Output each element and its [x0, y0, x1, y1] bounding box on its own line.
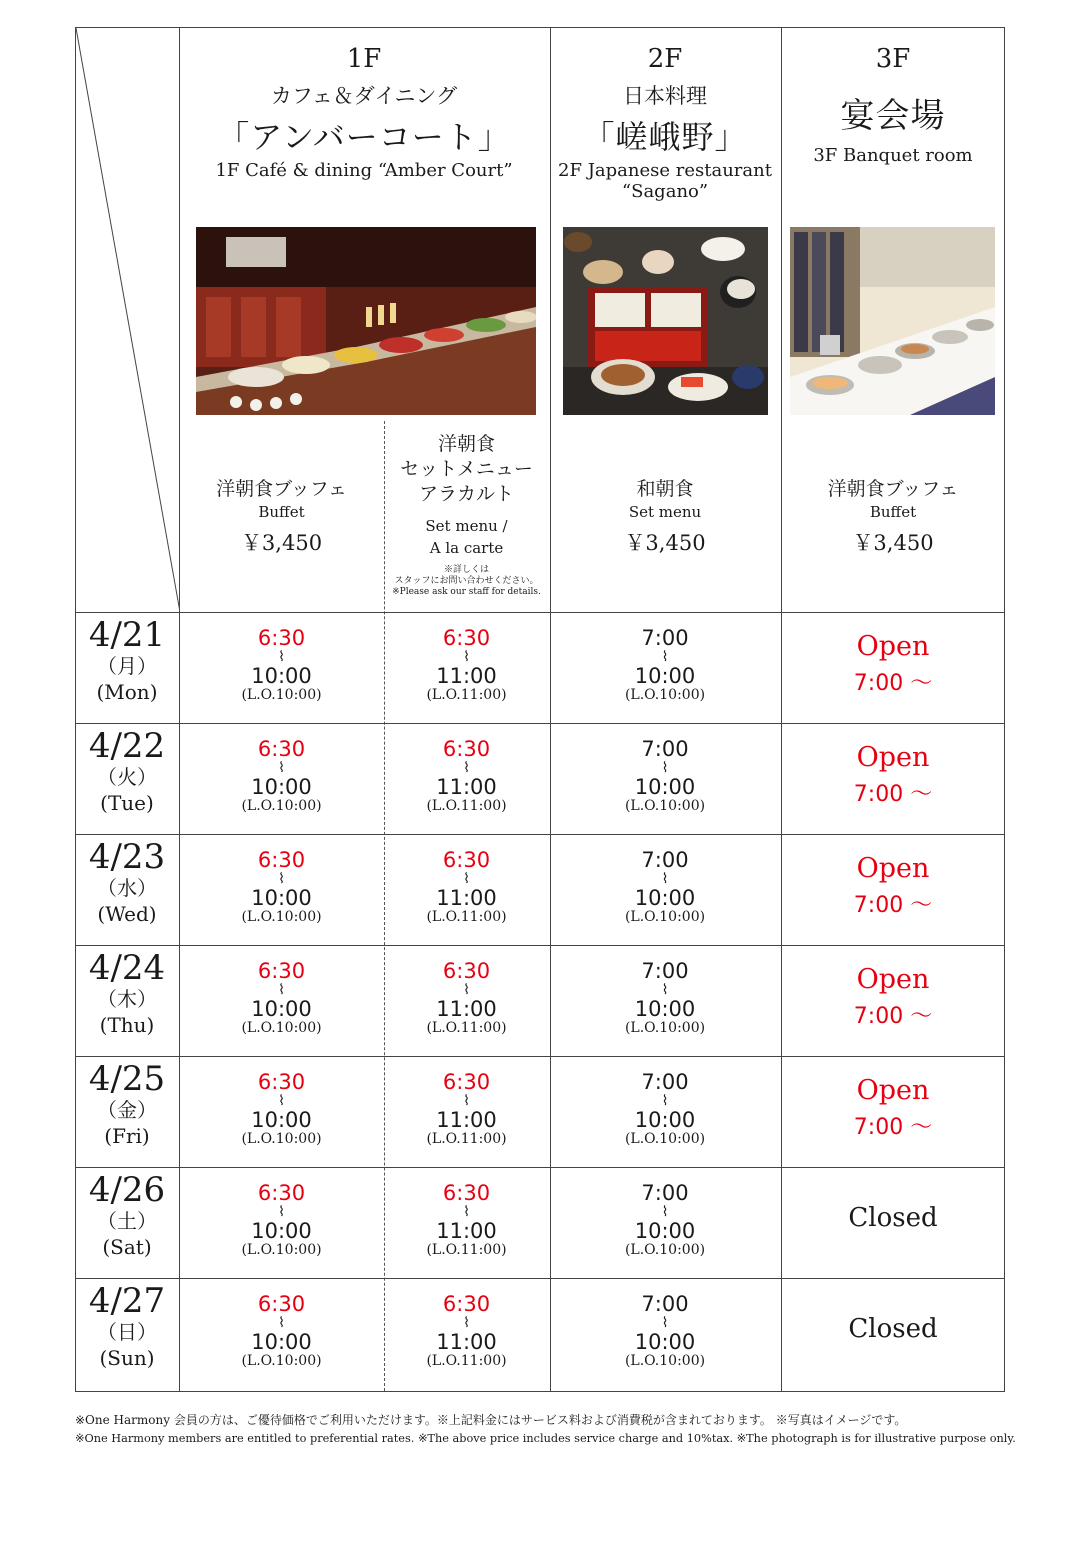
last-order: (L.O.11:00) [426, 798, 507, 814]
header-3f [781, 44, 1005, 166]
banquet-hours [781, 1277, 1005, 1344]
date-label: 4/24 [88, 948, 166, 988]
last-order: (L.O.10:00) [624, 909, 706, 925]
close-time: 10:00 [634, 664, 696, 688]
open-time: 6:30 [257, 1070, 306, 1094]
buffet-1f-hours [179, 849, 384, 925]
amber-court-photo [196, 227, 536, 415]
weekday-en: (Wed) [97, 902, 157, 926]
weekday-jp: （金） [97, 1098, 157, 1122]
range-tilde: ⌇ [278, 1315, 285, 1331]
set-1f-hours [384, 738, 549, 814]
open-label: Open [856, 631, 930, 662]
date-cell [76, 1061, 178, 1149]
close-time: 11:00 [436, 775, 497, 799]
last-order: (L.O.10:00) [624, 1131, 706, 1147]
weekday-jp: （日） [97, 1320, 157, 1344]
sagano-photo [563, 227, 768, 415]
open-time: 7:00 [641, 626, 689, 650]
open-time: 6:30 [442, 1292, 491, 1316]
weekday-jp: （木） [97, 987, 157, 1011]
last-order: (L.O.10:00) [624, 798, 706, 814]
last-order: (L.O.11:00) [426, 1242, 507, 1258]
menu-set-1f [384, 432, 549, 598]
banquet-hours [781, 1166, 1005, 1233]
open-time: 6:30 [442, 626, 491, 650]
close-time: 11:00 [436, 1108, 497, 1132]
range-tilde: ⌇ [278, 760, 285, 776]
set-2f-hours [550, 1182, 780, 1258]
date-label: 4/26 [88, 1170, 166, 1210]
close-time: 10:00 [251, 1330, 312, 1354]
date-label: 4/27 [88, 1281, 166, 1321]
set-1f-hours [384, 627, 549, 703]
range-tilde: ⌇ [661, 760, 669, 776]
weekday-jp: （火） [97, 765, 157, 789]
open-time: 7:00 ～ [853, 782, 933, 807]
set-2f-hours [550, 738, 780, 814]
open-time: 7:00 [641, 737, 689, 761]
menu-name-en: Buffet [258, 503, 305, 521]
set-2f-hours [550, 627, 780, 703]
open-time: 6:30 [442, 1181, 491, 1205]
date-cell [76, 728, 178, 816]
close-time: 10:00 [634, 775, 696, 799]
weekday-jp: （水） [97, 876, 157, 900]
close-time: 11:00 [436, 886, 497, 910]
weekday-jp: （月） [97, 654, 157, 678]
date-cell [76, 1283, 178, 1371]
open-time: 6:30 [442, 1070, 491, 1094]
last-order: (L.O.10:00) [241, 687, 322, 703]
open-time: 7:00 [641, 848, 689, 872]
closed-label: Closed [848, 1314, 938, 1344]
close-time: 10:00 [634, 1219, 696, 1243]
header-2f [550, 44, 780, 202]
menu-name-jp: 洋朝食ブッフェ [827, 478, 959, 500]
menu-name-jp-line2: セットメニュー [400, 458, 533, 480]
range-tilde: ⌇ [661, 1315, 669, 1331]
date-label: 4/25 [88, 1059, 166, 1099]
last-order: (L.O.10:00) [241, 909, 322, 925]
menu-name-en-line1: Set menu / [425, 517, 508, 535]
header-1f [179, 44, 549, 181]
corner-diagonal [76, 28, 180, 612]
last-order: (L.O.10:00) [241, 1353, 322, 1369]
date-cell [76, 839, 178, 927]
buffet-1f-hours [179, 1293, 384, 1369]
date-label: 4/21 [88, 615, 166, 655]
date-cell [76, 1172, 178, 1260]
range-tilde: ⌇ [278, 1204, 285, 1220]
weekday-en: (Fri) [104, 1124, 150, 1148]
buffet-1f-hours [179, 960, 384, 1036]
last-order: (L.O.10:00) [241, 1242, 322, 1258]
close-time: 10:00 [251, 775, 312, 799]
set-1f-hours [384, 1182, 549, 1258]
last-order: (L.O.11:00) [426, 1020, 507, 1036]
close-time: 10:00 [251, 886, 312, 910]
staff-note-line2: スタッフにお問い合わせください。 [394, 576, 539, 586]
floor-label: 1F [346, 44, 382, 74]
venue-name-jp: 「アンバーコート」 [217, 118, 511, 156]
range-tilde: ⌇ [661, 871, 669, 887]
banquet-hours [781, 722, 1005, 808]
open-time: 6:30 [257, 959, 306, 983]
menu-name-en-line2: A la carte [429, 539, 504, 557]
closed-label: Closed [848, 1203, 938, 1233]
last-order: (L.O.11:00) [426, 1353, 507, 1369]
weekday-en: (Thu) [99, 1013, 155, 1037]
close-time: 10:00 [634, 997, 696, 1021]
staff-note-line3: ※Please ask our staff for details. [392, 587, 541, 597]
set-2f-hours [550, 1293, 780, 1369]
floor-label: 2F [647, 44, 683, 74]
menu-price: ￥3,450 [624, 531, 706, 555]
open-label: Open [856, 964, 930, 995]
close-time: 11:00 [436, 1219, 497, 1243]
close-time: 10:00 [251, 664, 312, 688]
open-time: 7:00 ～ [853, 1004, 933, 1029]
range-tilde: ⌇ [463, 1093, 470, 1109]
floor-label: 3F [875, 44, 911, 74]
close-time: 10:00 [634, 1330, 696, 1354]
buffet-1f-hours [179, 1182, 384, 1258]
banquet-hours [781, 944, 1005, 1030]
open-time: 7:00 ～ [853, 893, 933, 918]
menu-set-2f [550, 474, 780, 557]
menu-name-jp-line1: 洋朝食 [437, 433, 495, 455]
range-tilde: ⌇ [463, 982, 470, 998]
venue-category-jp: 日本料理 [623, 84, 707, 108]
buffet-1f-hours [179, 627, 384, 703]
last-order: (L.O.11:00) [426, 909, 507, 925]
open-time: 6:30 [257, 737, 306, 761]
open-time: 6:30 [442, 737, 491, 761]
banquet-hours [781, 833, 1005, 919]
last-order: (L.O.10:00) [624, 1242, 706, 1258]
menu-name-jp: 和朝食 [636, 478, 694, 500]
menu-name-en: Set menu [628, 503, 702, 521]
weekday-jp: （土） [97, 1209, 157, 1233]
range-tilde: ⌇ [278, 649, 285, 665]
open-time: 7:00 ～ [853, 671, 933, 696]
menu-name-en: Buffet [869, 503, 917, 521]
open-label: Open [856, 742, 930, 773]
menu-name-jp-line3: アラカルト [418, 483, 514, 505]
range-tilde: ⌇ [661, 982, 669, 998]
banquet-hours [781, 1055, 1005, 1141]
set-1f-hours [384, 849, 549, 925]
close-time: 10:00 [251, 1219, 312, 1243]
range-tilde: ⌇ [463, 1315, 470, 1331]
close-time: 10:00 [251, 1108, 312, 1132]
close-time: 11:00 [436, 1330, 497, 1354]
set-1f-hours [384, 1293, 549, 1369]
venue-name-jp: 「嵯峨野」 [582, 118, 748, 156]
weekday-en: (Mon) [96, 680, 158, 704]
close-time: 11:00 [436, 664, 497, 688]
menu-buffet-1f [179, 474, 384, 557]
last-order: (L.O.11:00) [426, 1131, 507, 1147]
open-time: 7:00 [641, 1181, 689, 1205]
close-time: 10:00 [634, 1108, 696, 1132]
open-time: 6:30 [257, 848, 306, 872]
weekday-en: (Tue) [100, 791, 154, 815]
menu-buffet-3f [781, 474, 1005, 557]
date-label: 4/22 [88, 726, 166, 766]
buffet-1f-hours [179, 738, 384, 814]
last-order: (L.O.11:00) [426, 687, 507, 703]
banquet-photo [790, 227, 995, 415]
weekday-en: (Sat) [102, 1235, 152, 1259]
last-order: (L.O.10:00) [241, 1131, 322, 1147]
set-2f-hours [550, 1071, 780, 1147]
last-order: (L.O.10:00) [241, 1020, 322, 1036]
weekday-en: (Sun) [99, 1346, 155, 1370]
venue-name-jp: 宴会場 [840, 96, 946, 136]
buffet-1f-hours [179, 1071, 384, 1147]
venue-name-en: 3F Banquet room [813, 145, 973, 166]
open-label: Open [856, 853, 930, 884]
venue-name-en: 1F Café & dining “Amber Court” [215, 160, 513, 181]
menu-price: ￥3,450 [852, 531, 934, 555]
date-cell [76, 617, 178, 705]
open-time: 7:00 [641, 1292, 689, 1316]
open-time: 7:00 [641, 1070, 689, 1094]
last-order: (L.O.10:00) [241, 798, 322, 814]
open-time: 6:30 [442, 848, 491, 872]
open-time: 6:30 [257, 626, 306, 650]
open-time: 6:30 [442, 959, 491, 983]
open-time: 7:00 [641, 959, 689, 983]
footer-note-en: ※One Harmony members are entitled to preferential rates. ※The above price includes service charge and 10%tax. ※The photograph is for illustrative purpose only. [75, 1432, 1016, 1445]
venue-name-en: 2F Japanese restaurant [558, 160, 772, 181]
last-order: (L.O.10:00) [624, 1353, 706, 1369]
open-time: 6:30 [257, 1292, 306, 1316]
venue-name-en-line2: “Sagano” [621, 181, 709, 202]
range-tilde: ⌇ [463, 649, 470, 665]
range-tilde: ⌇ [463, 1204, 470, 1220]
range-tilde: ⌇ [278, 871, 285, 887]
range-tilde: ⌇ [661, 1093, 669, 1109]
set-2f-hours [550, 960, 780, 1036]
close-time: 10:00 [634, 886, 696, 910]
set-1f-hours [384, 960, 549, 1036]
range-tilde: ⌇ [278, 1093, 285, 1109]
last-order: (L.O.10:00) [624, 1020, 706, 1036]
last-order: (L.O.10:00) [624, 687, 706, 703]
open-time: 6:30 [257, 1181, 306, 1205]
range-tilde: ⌇ [661, 649, 669, 665]
range-tilde: ⌇ [463, 760, 470, 776]
date-cell [76, 950, 178, 1038]
menu-name-jp: 洋朝食ブッフェ [216, 478, 347, 500]
staff-note-line1: ※詳しくは [443, 565, 489, 575]
banquet-hours [781, 611, 1005, 697]
open-label: Open [856, 1075, 930, 1106]
date-label: 4/23 [88, 837, 166, 877]
range-tilde: ⌇ [463, 871, 470, 887]
menu-price: ￥3,450 [240, 531, 323, 555]
range-tilde: ⌇ [661, 1204, 669, 1220]
footer-note-jp: ※One Harmony 会員の方は、ご優待価格でご利用いただけます。※上記料金にはサービス料および消費税が含まれております。 ※写真はイメージです。 [75, 1413, 907, 1427]
close-time: 11:00 [436, 997, 497, 1021]
range-tilde: ⌇ [278, 982, 285, 998]
close-time: 10:00 [251, 997, 312, 1021]
open-time: 7:00 ～ [853, 1115, 933, 1140]
venue-category-jp: カフェ＆ダイニング [270, 84, 458, 108]
set-1f-hours [384, 1071, 549, 1147]
set-2f-hours [550, 849, 780, 925]
